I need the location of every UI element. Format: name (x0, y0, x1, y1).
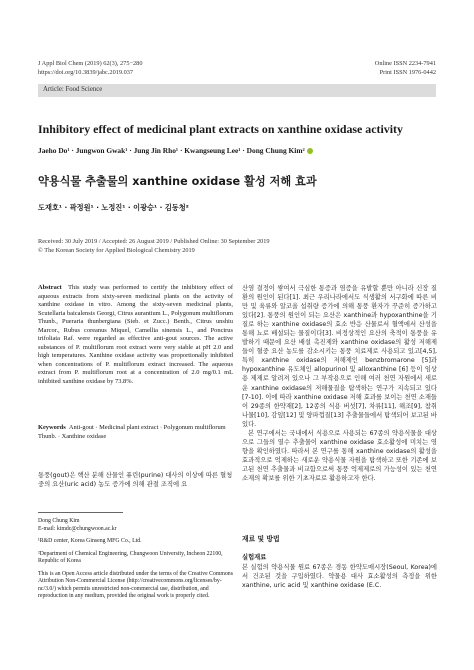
keywords-text: Anti-gout · Medicinal plant extract · Polygonum multiflorum Thunb. · Xanthine oxidase (38, 424, 226, 440)
intro-paragraph-1: 산염 결정이 쌓여서 극심한 통증과 염증을 유발할 뿐만 아니라 신장 질환의 원인이 된다[1]. 최근 우리나라에서도 식생활의 서구화에 따른 비만 및 육류와 알코올 섭취량 증가에 의해 통풍 환자가 꾸준히 증가하고 있다[2]. 통풍의 원인이 되는 요산은 xanthine과 hypoxanthine을 기질로 하는 xanthine oxidase의 효소 반응 산물로서 혈액에서 산성을 통해 뇨로 배설되는 물질이다[3]. 비정상적인 요산의 축적이 통풍을 유발하기 때문에 요산 배설 촉진제와 xanthine oxidase의 활성 저해제들이 혈중 요산 농도를 감소시키는 통풍 치료제로 사용되고 있고[4,5], 특히 xanthine oxidase의 저해제인 benzbromarone [5]과 hypoxanthine 유도체인 allopurinol 및 alloxanthine [6] 등이 임상용 제제로 알려져 있으나 그 부작용으로 인해 여러 천연 자원에서 새로운 xanthine oxidase의 저해물질을 탐색하는 연구가 지속되고 있다[7-10]. 이에 따라 xanthine oxidase 저해 효과를 보이는 천연 소재들이 29종의 한약재[2], 12종의 식용 버섯[7], 차류[11], 해조[9], 참취나물[10], 감잎[12] 및 양파껍질[13] 추출물들에서 탐색되어 보고된 바 있다. (242, 285, 437, 428)
authors-text: Jaeho Do¹ · Jungwon Gwak¹ · Jung Jin Rho¹ · Kwangseung Lee¹ · Dong Chung Kim² (38, 146, 305, 155)
publication-dates (38, 238, 438, 255)
subsection-heading-materials: 실험재료 (242, 554, 267, 561)
footnote-divider (38, 512, 123, 513)
corresponding-email[interactable]: E-mail: kimdc@chungwoon.ac.kr (38, 525, 117, 532)
copyright-line: © The Korean Society for Applied Biological Chemistry 2019 (38, 246, 195, 254)
article-type: Article: Food Science (43, 86, 103, 93)
abstract (38, 284, 233, 386)
dates-line: Received: 30 July 2019 / Accepted: 26 August 2019 / Published Online: 30 September 2019 (38, 238, 270, 245)
issn-online: Online ISSN 2234-7941 (374, 60, 436, 67)
korean-title: 약용식물 추출물의 xanthine oxidase 활성 저해 효과 (38, 175, 317, 188)
affiliation-1: ¹R&D center, Korea Ginseng MFG Co., Ltd. (38, 538, 142, 544)
correspondence-footnote (38, 518, 233, 606)
corresponding-author: Dong Chung Kim (38, 518, 80, 524)
korean-authors: 도재호¹ · 곽정원¹ · 노정진¹ · 이광승¹ · 김동청² (38, 203, 189, 212)
materials-paragraph: 본 실험의 약용식물 원료 67종은 경동 한약도매시장(Seoul, Korea)에서 건조된 것을 구입하였다. 약물용 대사 효소활성의 측정을 위한 xanthine, uric acid 및 xanthine oxidase (E.C. (242, 564, 437, 590)
intro-paragraph-2: 본 연구에서는 국내에서 식용으로 사용되는 67종의 약용식물을 대상으로 그들의 열수 추출물이 xanthine oxidase 효소활성에 미치는 영향을 확인하였다. 따라서 본 연구를 통해 xanthine oxidase의 활성을 효과적으로 억제하는 새로운 약용식물 자원을 탐색하고 또한 기존에 보고된 천연 추출물과 비교함으로써 통풍 억제제로의 가능성이 있는 천연 소재의 확보를 위한 기초자료로 활용하고자 한다. (242, 429, 437, 482)
section-heading-methods: 재료 및 방법 (242, 535, 280, 543)
keywords (38, 424, 233, 441)
article-type-band (38, 84, 436, 97)
keywords-label: Keywords (38, 424, 66, 431)
introduction-right-column (242, 284, 437, 483)
doi-link[interactable]: https://doi.org/10.3839/jabc.2019.037 (38, 68, 134, 76)
abstract-text: This study was performed to certify the inhibitory effect of aqueous extracts from sixty-seven medicinal plants on the activity of xanthine oxidase in vitro. Among the sixty-seven medicinal plants, Scutellaria baicalensis Georgi, Citrus aurantium L., Polygonum multiflorum Thunb., Pueraria thunbergiana (Sieb. et Zucc.) Benth., Citrus unshiu Marcor., Rubus coreanus Miquel, Camellia sinensis L., and Poncirus trifoliata Raf. were regarded as effective anti-gout sources. The active substances of P. multiflorum root extract were very stable at pH 2.0 and high temperatures. Xanthine oxidase activity was proportionally inhibited when concentrations of P. multiflorum extract increased. The aqueous extract from P. multiflorum root at a concentration of 2.0 mg/0.1 mL inhibited xanthine oxidase by 73.8%. (38, 284, 233, 385)
issn-print: Print ISSN 1976-0442 (379, 68, 436, 76)
journal-citation (38, 60, 142, 77)
abstract-label: Abstract (38, 284, 62, 291)
issn-block (340, 60, 436, 77)
author-list (38, 146, 438, 155)
license-text: This is an Open Access article distributed under the terms of the Creative Commons Attribution Non-Commercial License (http://creativecommons.org/licenses/by-nc/3.0/) which permits unrestricted non-commercial use, distribution, and reproduction in any medium, provided the original work is properly cited. (38, 570, 233, 599)
korean-intro-left: 통풍(gout)은 핵산 분해 산물인 퓨린(purine) 대사의 이상에 따른 혈청 중의 요산(uric acid) 농도 증가에 의해 관절 조직에 요 (38, 472, 233, 488)
article-title: Inhibitory effect of medicinal plant extracts on xanthine oxidase activity (38, 122, 403, 136)
journal-line: J Appl Biol Chem (2019) 62(3), 275−280 (38, 60, 143, 67)
affiliation-2: ²Department of Chemical Engineering, Chungwoon University, Incheon 22100, Republic of Korea (38, 550, 223, 564)
orcid-icon[interactable] (307, 148, 313, 154)
